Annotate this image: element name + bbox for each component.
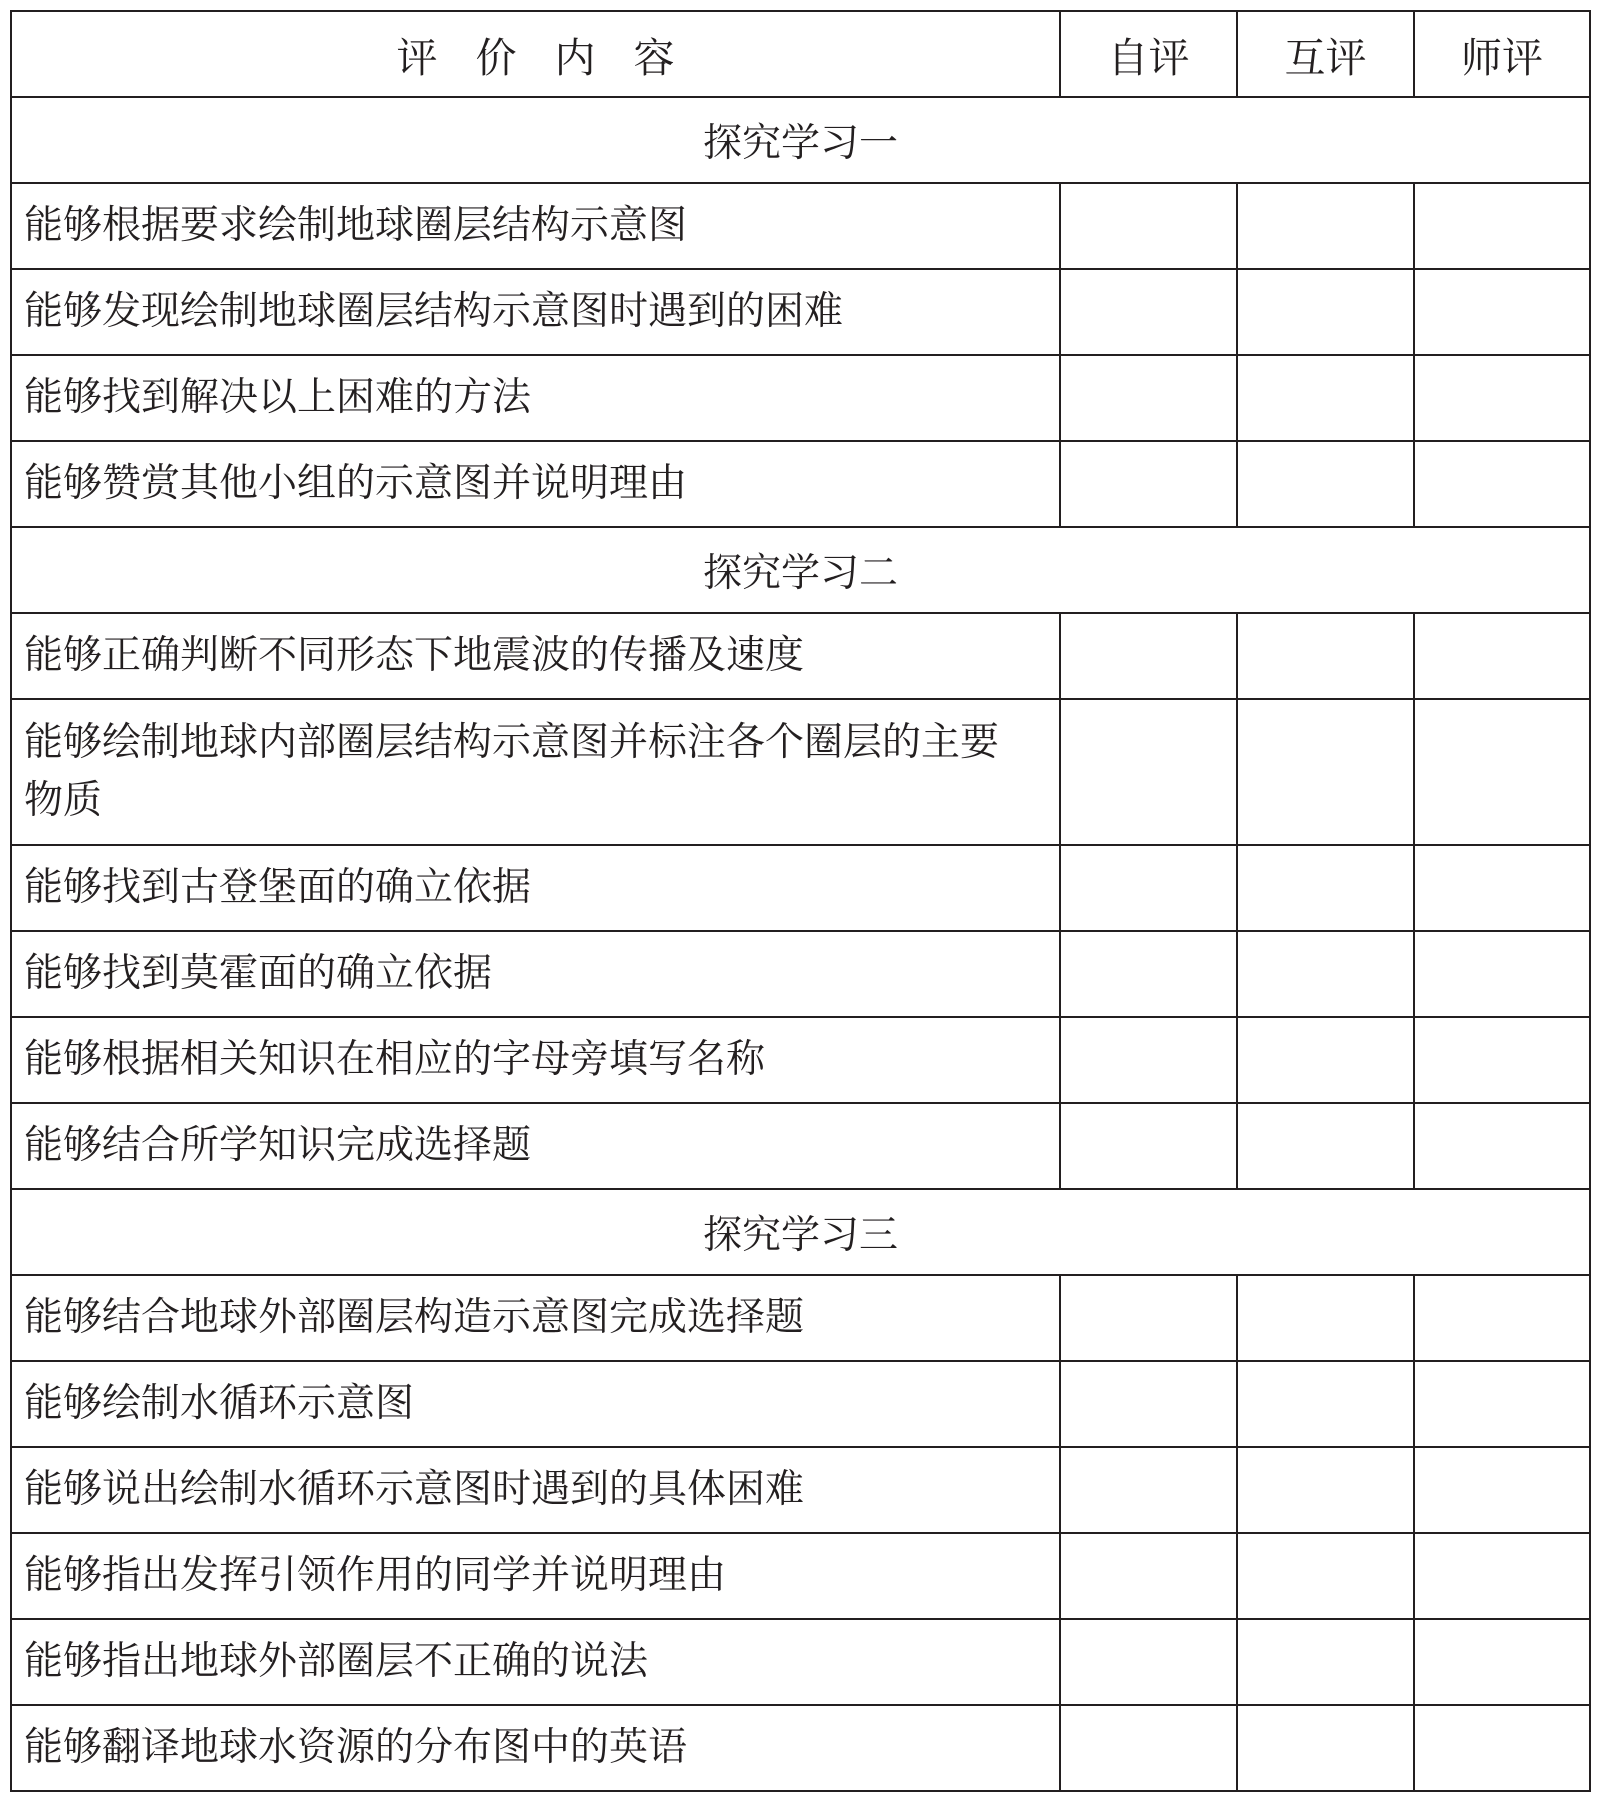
teacher-eval-cell[interactable] [1414,441,1590,527]
evaluation-table [10,10,1591,1792]
self-eval-cell[interactable] [1060,1017,1237,1103]
header-self: 自评 [1060,11,1237,97]
self-eval-cell[interactable] [1060,1103,1237,1189]
self-eval-cell[interactable] [1060,699,1237,845]
peer-eval-cell[interactable] [1237,269,1414,355]
peer-eval-cell[interactable] [1237,1447,1414,1533]
criterion-text: 能够赞赏其他小组的示意图并说明理由 [11,441,1060,527]
section-title: 探究学习三 [11,1189,1590,1275]
header-content: 评价内容 [11,11,1060,97]
peer-eval-cell[interactable] [1237,183,1414,269]
self-eval-cell[interactable] [1060,931,1237,1017]
section-row [11,97,1590,183]
teacher-eval-cell[interactable] [1414,1017,1590,1103]
teacher-eval-cell[interactable] [1414,1447,1590,1533]
table-row [11,183,1590,269]
header-teacher: 师评 [1414,11,1590,97]
teacher-eval-cell[interactable] [1414,699,1590,845]
table-row [11,269,1590,355]
self-eval-cell[interactable] [1060,355,1237,441]
self-eval-cell[interactable] [1060,1447,1237,1533]
table-row [11,1447,1590,1533]
peer-eval-cell[interactable] [1237,1103,1414,1189]
criterion-text: 能够指出发挥引领作用的同学并说明理由 [11,1533,1060,1619]
criterion-text: 能够正确判断不同形态下地震波的传播及速度 [11,613,1060,699]
teacher-eval-cell[interactable] [1414,183,1590,269]
self-eval-cell[interactable] [1060,441,1237,527]
self-eval-cell[interactable] [1060,1705,1237,1791]
self-eval-cell[interactable] [1060,1275,1237,1361]
teacher-eval-cell[interactable] [1414,1533,1590,1619]
self-eval-cell[interactable] [1060,269,1237,355]
peer-eval-cell[interactable] [1237,441,1414,527]
teacher-eval-cell[interactable] [1414,269,1590,355]
table-row [11,1017,1590,1103]
peer-eval-cell[interactable] [1237,1619,1414,1705]
peer-eval-cell[interactable] [1237,1533,1414,1619]
criterion-text: 能够找到莫霍面的确立依据 [11,931,1060,1017]
criterion-text: 能够绘制地球内部圈层结构示意图并标注各个圈层的主要物质 [11,699,1060,845]
peer-eval-cell[interactable] [1237,355,1414,441]
teacher-eval-cell[interactable] [1414,613,1590,699]
peer-eval-cell[interactable] [1237,845,1414,931]
section-title: 探究学习一 [11,97,1590,183]
table-row [11,1275,1590,1361]
teacher-eval-cell[interactable] [1414,1103,1590,1189]
table-row [11,845,1590,931]
peer-eval-cell[interactable] [1237,1017,1414,1103]
teacher-eval-cell[interactable] [1414,355,1590,441]
section-row [11,527,1590,613]
peer-eval-cell[interactable] [1237,1705,1414,1791]
criterion-text: 能够指出地球外部圈层不正确的说法 [11,1619,1060,1705]
self-eval-cell[interactable] [1060,1361,1237,1447]
criterion-text: 能够根据要求绘制地球圈层结构示意图 [11,183,1060,269]
table-row [11,355,1590,441]
criterion-text: 能够结合所学知识完成选择题 [11,1103,1060,1189]
self-eval-cell[interactable] [1060,613,1237,699]
table-row [11,1619,1590,1705]
criterion-text: 能够说出绘制水循环示意图时遇到的具体困难 [11,1447,1060,1533]
teacher-eval-cell[interactable] [1414,1275,1590,1361]
header-row [11,11,1590,97]
table-row [11,1705,1590,1791]
criterion-text: 能够翻译地球水资源的分布图中的英语 [11,1705,1060,1791]
peer-eval-cell[interactable] [1237,699,1414,845]
self-eval-cell[interactable] [1060,1619,1237,1705]
criterion-text: 能够找到古登堡面的确立依据 [11,845,1060,931]
table-row [11,441,1590,527]
table-row [11,1103,1590,1189]
table-row [11,699,1590,845]
criterion-text: 能够绘制水循环示意图 [11,1361,1060,1447]
peer-eval-cell[interactable] [1237,1361,1414,1447]
table-row [11,1361,1590,1447]
peer-eval-cell[interactable] [1237,931,1414,1017]
peer-eval-cell[interactable] [1237,1275,1414,1361]
criterion-text: 能够找到解决以上困难的方法 [11,355,1060,441]
header-peer: 互评 [1237,11,1414,97]
section-row [11,1189,1590,1275]
self-eval-cell[interactable] [1060,1533,1237,1619]
teacher-eval-cell[interactable] [1414,1705,1590,1791]
teacher-eval-cell[interactable] [1414,1361,1590,1447]
self-eval-cell[interactable] [1060,845,1237,931]
table-row [11,931,1590,1017]
table-row [11,613,1590,699]
criterion-text: 能够根据相关知识在相应的字母旁填写名称 [11,1017,1060,1103]
self-eval-cell[interactable] [1060,183,1237,269]
teacher-eval-cell[interactable] [1414,931,1590,1017]
criterion-text: 能够发现绘制地球圈层结构示意图时遇到的困难 [11,269,1060,355]
criterion-text: 能够结合地球外部圈层构造示意图完成选择题 [11,1275,1060,1361]
teacher-eval-cell[interactable] [1414,1619,1590,1705]
table-row [11,1533,1590,1619]
peer-eval-cell[interactable] [1237,613,1414,699]
teacher-eval-cell[interactable] [1414,845,1590,931]
section-title: 探究学习二 [11,527,1590,613]
